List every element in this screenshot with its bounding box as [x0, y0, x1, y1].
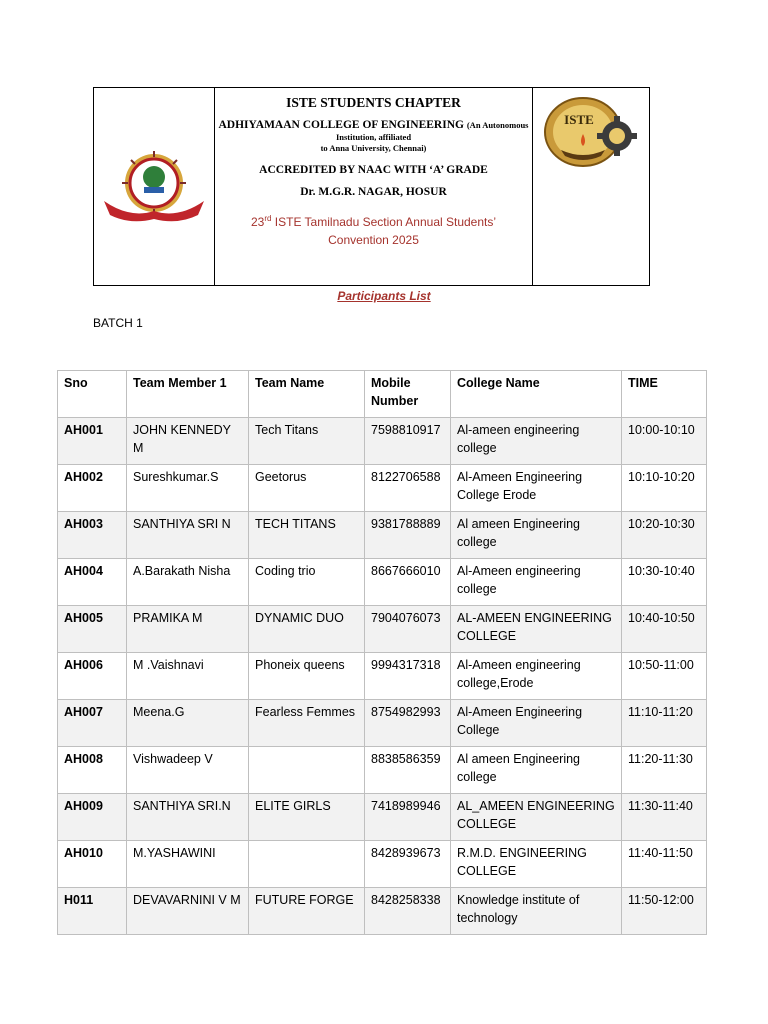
cell-college: Al-Ameen Engineering College Erode — [451, 465, 622, 512]
cell-team-name — [249, 747, 365, 794]
cell-team-name: Coding trio — [249, 559, 365, 606]
left-logo-cell — [94, 88, 215, 285]
table-header-row — [58, 371, 707, 418]
col-header-team-name: Team Name — [249, 371, 365, 418]
cell-team-name: TECH TITANS — [249, 512, 365, 559]
table-row — [58, 418, 707, 465]
cell-sno: AH008 — [58, 747, 127, 794]
table-row — [58, 700, 707, 747]
cell-college: Knowledge institute of technology — [451, 888, 622, 935]
college-name — [215, 119, 532, 143]
college-name-text: ADHIYAMAAN COLLEGE OF ENGINEERING — [218, 119, 464, 131]
college-emblem-icon — [100, 149, 208, 225]
cell-college: Al-ameen engineering college — [451, 418, 622, 465]
cell-college: Al-Ameen engineering college,Erode — [451, 653, 622, 700]
cell-team-member: Vishwadeep V — [127, 747, 249, 794]
table-row — [58, 606, 707, 653]
cell-sno: AH006 — [58, 653, 127, 700]
table-row — [58, 653, 707, 700]
cell-mobile: 8838586359 — [365, 747, 451, 794]
col-header-team-member: Team Member 1 — [127, 371, 249, 418]
cell-team-name: ELITE GIRLS — [249, 794, 365, 841]
cell-team-member: M.YASHAWINI — [127, 841, 249, 888]
letterhead-box — [93, 87, 650, 286]
cell-time: 10:40-10:50 — [622, 606, 707, 653]
cell-team-name: FUTURE FORGE — [249, 888, 365, 935]
cell-mobile: 9381788889 — [365, 512, 451, 559]
cell-mobile: 8667666010 — [365, 559, 451, 606]
cell-sno: AH001 — [58, 418, 127, 465]
cell-college: Al ameen Engineering college — [451, 512, 622, 559]
affiliation-line1: (An Autonomous Institution, affiliated — [335, 120, 529, 142]
cell-college: R.M.D. ENGINEERING COLLEGE — [451, 841, 622, 888]
cell-team-member: SANTHIYA SRI.N — [127, 794, 249, 841]
convention-ordinal-suffix: rd — [264, 214, 272, 223]
col-header-mobile: Mobile Number — [365, 371, 451, 418]
right-logo-cell — [533, 88, 649, 285]
chapter-title: ISTE STUDENTS CHAPTER — [286, 95, 461, 110]
cell-sno: AH002 — [58, 465, 127, 512]
table-row — [58, 559, 707, 606]
cell-time: 10:50-11:00 — [622, 653, 707, 700]
cell-college: Al-Ameen engineering college — [451, 559, 622, 606]
cell-time: 10:30-10:40 — [622, 559, 707, 606]
participants-table — [57, 370, 707, 935]
cell-team-name: Tech Titans — [249, 418, 365, 465]
cell-mobile: 8428258338 — [365, 888, 451, 935]
cell-mobile: 9994317318 — [365, 653, 451, 700]
cell-time: 11:20-11:30 — [622, 747, 707, 794]
cell-sno: AH004 — [58, 559, 127, 606]
cell-team-name: Fearless Femmes — [249, 700, 365, 747]
cell-college: AL_AMEEN ENGINEERING COLLEGE — [451, 794, 622, 841]
cell-time: 10:10-10:20 — [622, 465, 707, 512]
cell-team-member: Meena.G — [127, 700, 249, 747]
col-header-sno: Sno — [58, 371, 127, 418]
table-row — [58, 794, 707, 841]
affiliation-line2: to Anna University, Chennai) — [320, 143, 427, 153]
cell-sno: AH003 — [58, 512, 127, 559]
cell-mobile: 7598810917 — [365, 418, 451, 465]
cell-team-member: A.Barakath Nisha — [127, 559, 249, 606]
cell-time: 11:50-12:00 — [622, 888, 707, 935]
participants-heading: Participants List — [337, 289, 431, 303]
location: Dr. M.G.R. NAGAR, HOSUR — [300, 186, 447, 198]
convention-line2: Convention 2025 — [328, 233, 419, 247]
cell-mobile: 8428939673 — [365, 841, 451, 888]
cell-college: AL-AMEEN ENGINEERING COLLEGE — [451, 606, 622, 653]
col-header-college: College Name — [451, 371, 622, 418]
table-row — [58, 465, 707, 512]
table-row — [58, 841, 707, 888]
cell-sno: AH007 — [58, 700, 127, 747]
convention-title — [215, 210, 532, 249]
table-row — [58, 512, 707, 559]
cell-college: Al ameen Engineering college — [451, 747, 622, 794]
iste-logo-text: ISTE — [564, 112, 594, 127]
batch-label: BATCH 1 — [93, 316, 143, 330]
cell-team-member: DEVAVARNINI V M — [127, 888, 249, 935]
col-header-time: TIME — [622, 371, 707, 418]
cell-team-name: Phoneix queens — [249, 653, 365, 700]
cell-team-member: PRAMIKA M — [127, 606, 249, 653]
cell-sno: AH005 — [58, 606, 127, 653]
cell-college: Al-Ameen Engineering College — [451, 700, 622, 747]
cell-mobile: 8754982993 — [365, 700, 451, 747]
table-row — [58, 888, 707, 935]
cell-team-member: Sureshkumar.S — [127, 465, 249, 512]
cell-time: 11:30-11:40 — [622, 794, 707, 841]
cell-mobile: 7904076073 — [365, 606, 451, 653]
cell-time: 11:40-11:50 — [622, 841, 707, 888]
cell-team-member: M .Vaishnavi — [127, 653, 249, 700]
letterhead-text — [215, 88, 533, 285]
convention-line1: ISTE Tamilnadu Section Annual Students’ — [271, 215, 497, 229]
cell-sno: AH010 — [58, 841, 127, 888]
cell-time: 10:00-10:10 — [622, 418, 707, 465]
cell-time: 10:20-10:30 — [622, 512, 707, 559]
accreditation: ACCREDITED BY NAAC WITH ‘A’ GRADE — [259, 164, 488, 176]
cell-team-member: JOHN KENNEDY M — [127, 418, 249, 465]
cell-mobile: 7418989946 — [365, 794, 451, 841]
cell-time: 11:10-11:20 — [622, 700, 707, 747]
iste-logo-icon — [543, 94, 639, 172]
cell-sno: H011 — [58, 888, 127, 935]
cell-team-name — [249, 841, 365, 888]
convention-ordinal: 23 — [250, 215, 265, 229]
cell-mobile: 8122706588 — [365, 465, 451, 512]
table-row — [58, 747, 707, 794]
cell-team-name: DYNAMIC DUO — [249, 606, 365, 653]
cell-sno: AH009 — [58, 794, 127, 841]
cell-team-member: SANTHIYA SRI N — [127, 512, 249, 559]
cell-team-name: Geetorus — [249, 465, 365, 512]
